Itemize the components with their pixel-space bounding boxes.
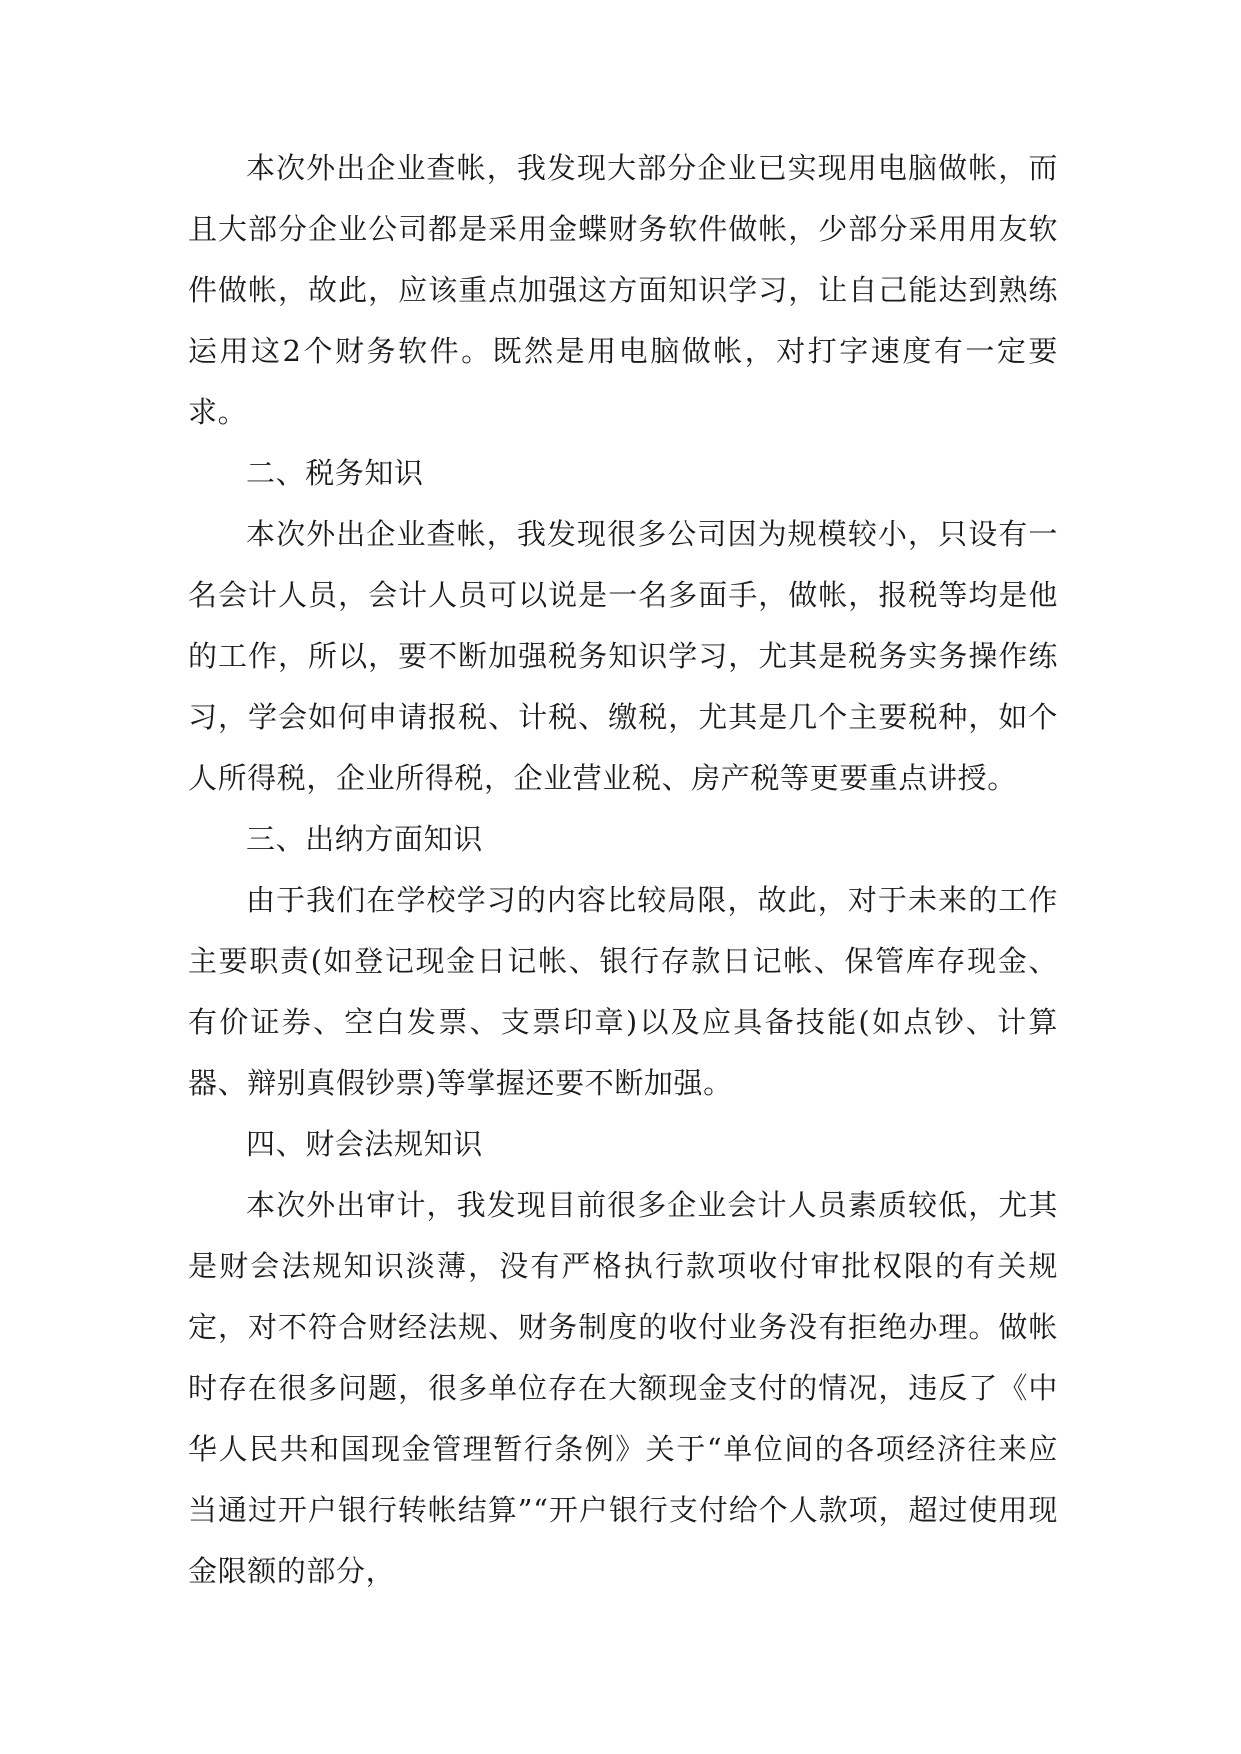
heading-cashier-knowledge: 三、出纳方面知识: [246, 822, 483, 856]
paragraph-tax: 本次外出企业查帐，我发现很多公司因为规模较小，只设有一名会计人员，会计人员可以说是一名多面手，做帐，报税等均是他的工作，所以，要不断加强税务知识学习，尤其是税务实务操作练习，学会如何申请报税、计税、缴税，尤其是几个主要税种，如个人所得税，企业所得税，企业营业税、房产税等更要重点讲授。: [188, 517, 1058, 795]
heading-regulations-knowledge: 四、财会法规知识: [246, 1127, 483, 1161]
paragraph-cashier: 由于我们在学校学习的内容比较局限，故此，对于未来的工作主要职责(如登记现金日记帐、银行存款日记帐、保管库存现金、有价证券、空白发票、支票印章)以及应具备技能(如点钞、计算器、辩别真假钞票)等掌握还要不断加强。: [188, 883, 1058, 1100]
paragraph-regulations: 本次外出审计，我发现目前很多企业会计人员素质较低，尤其是财会法规知识淡薄，没有严格执行款项收付审批权限的有关规定，对不符合财经法规、财务制度的收付业务没有拒绝办理。做帐时存在很多问题，很多单位存在大额现金支付的情况，违反了《中华人民共和国现金管理暂行条例》关于“单位间的各项经济往来应当通过开户银行转帐结算”“开户银行支付给个人款项，超过使用现金限额的部分，: [188, 1188, 1058, 1588]
heading-tax-knowledge: 二、税务知识: [246, 456, 424, 490]
paragraph-software: 本次外出企业查帐，我发现大部分企业已实现用电脑做帐，而且大部分企业公司都是采用金蝶财务软件做帐，少部分采用用友软件做帐，故此，应该重点加强这方面知识学习，让自己能达到熟练运用这2个财务软件。既然是用电脑做帐，对打字速度有一定要求。: [188, 151, 1058, 429]
document-page: [188, 138, 1058, 1602]
